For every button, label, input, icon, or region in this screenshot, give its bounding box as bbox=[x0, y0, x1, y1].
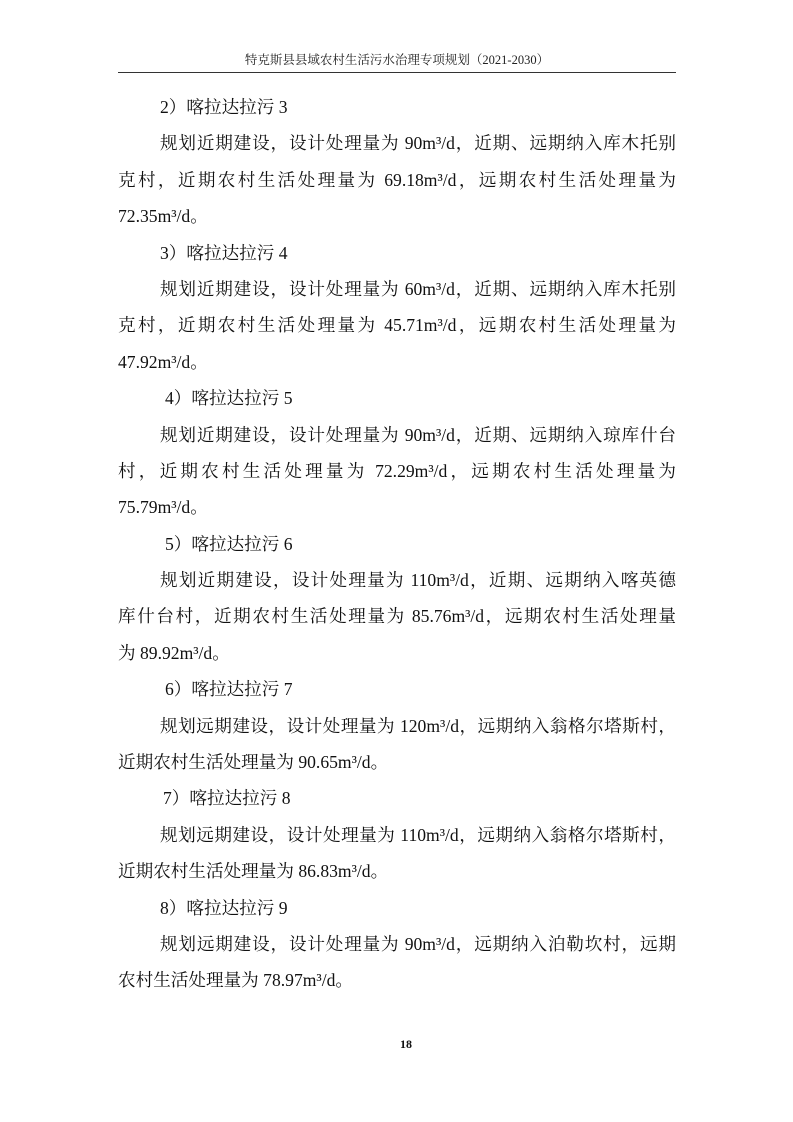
page-body bbox=[118, 89, 676, 999]
paragraph-line: 规划近期建设，设计处理量为 90m³/d，近期、远期纳入库木托别 bbox=[160, 133, 676, 154]
paragraph-line: 村，近期农村生活处理量为 72.29m³/d，远期农村生活处理量为 bbox=[118, 460, 676, 481]
paragraph-line: 近期农村生活处理量为 86.83m³/d。 bbox=[118, 861, 389, 882]
section-heading: 8）喀拉达拉污 9 bbox=[160, 897, 288, 918]
section-heading: 4）喀拉达拉污 5 bbox=[165, 388, 293, 409]
page-number: 18 bbox=[400, 1037, 412, 1051]
running-header: 特克斯县县域农村生活污水治理专项规划（2021-2030） bbox=[244, 53, 550, 67]
paragraph-line: 农村生活处理量为 78.97m³/d。 bbox=[118, 970, 353, 991]
paragraph-line: 规划近期建设，设计处理量为 90m³/d，近期、远期纳入琼库什台 bbox=[160, 424, 676, 445]
paragraph-line: 克村，近期农村生活处理量为 69.18m³/d，远期农村生活处理量为 bbox=[118, 169, 676, 190]
paragraph-line: 规划近期建设，设计处理量为 110m³/d，近期、远期纳入喀英德 bbox=[160, 570, 676, 591]
paragraph-line: 为 89.92m³/d。 bbox=[118, 642, 230, 663]
paragraph-line: 75.79m³/d。 bbox=[118, 497, 208, 518]
section-heading: 5）喀拉达拉污 6 bbox=[165, 533, 293, 554]
paragraph-line: 克村，近期农村生活处理量为 45.71m³/d，远期农村生活处理量为 bbox=[118, 315, 676, 336]
paragraph-line: 规划远期建设，设计处理量为 110m³/d，远期纳入翁格尔塔斯村， bbox=[160, 824, 676, 845]
paragraph-line: 库什台村，近期农村生活处理量为 85.76m³/d，远期农村生活处理量 bbox=[118, 606, 676, 627]
paragraph-line: 规划近期建设，设计处理量为 60m³/d，近期、远期纳入库木托别 bbox=[160, 278, 676, 299]
section-heading: 3）喀拉达拉污 4 bbox=[160, 242, 288, 263]
section-heading: 2）喀拉达拉污 3 bbox=[160, 97, 288, 117]
paragraph-line: 规划远期建设，设计处理量为 90m³/d，远期纳入泊勒坎村，远期 bbox=[160, 933, 676, 954]
paragraph-line: 47.92m³/d。 bbox=[118, 351, 208, 372]
section-heading: 6）喀拉达拉污 7 bbox=[165, 679, 293, 700]
paragraph-line: 72.35m³/d。 bbox=[118, 206, 208, 227]
paragraph-line: 近期农村生活处理量为 90.65m³/d。 bbox=[118, 752, 389, 773]
paragraph-line: 规划远期建设，设计处理量为 120m³/d，远期纳入翁格尔塔斯村， bbox=[160, 715, 676, 736]
section-heading: 7）喀拉达拉污 8 bbox=[163, 788, 291, 809]
header-divider bbox=[118, 72, 676, 73]
